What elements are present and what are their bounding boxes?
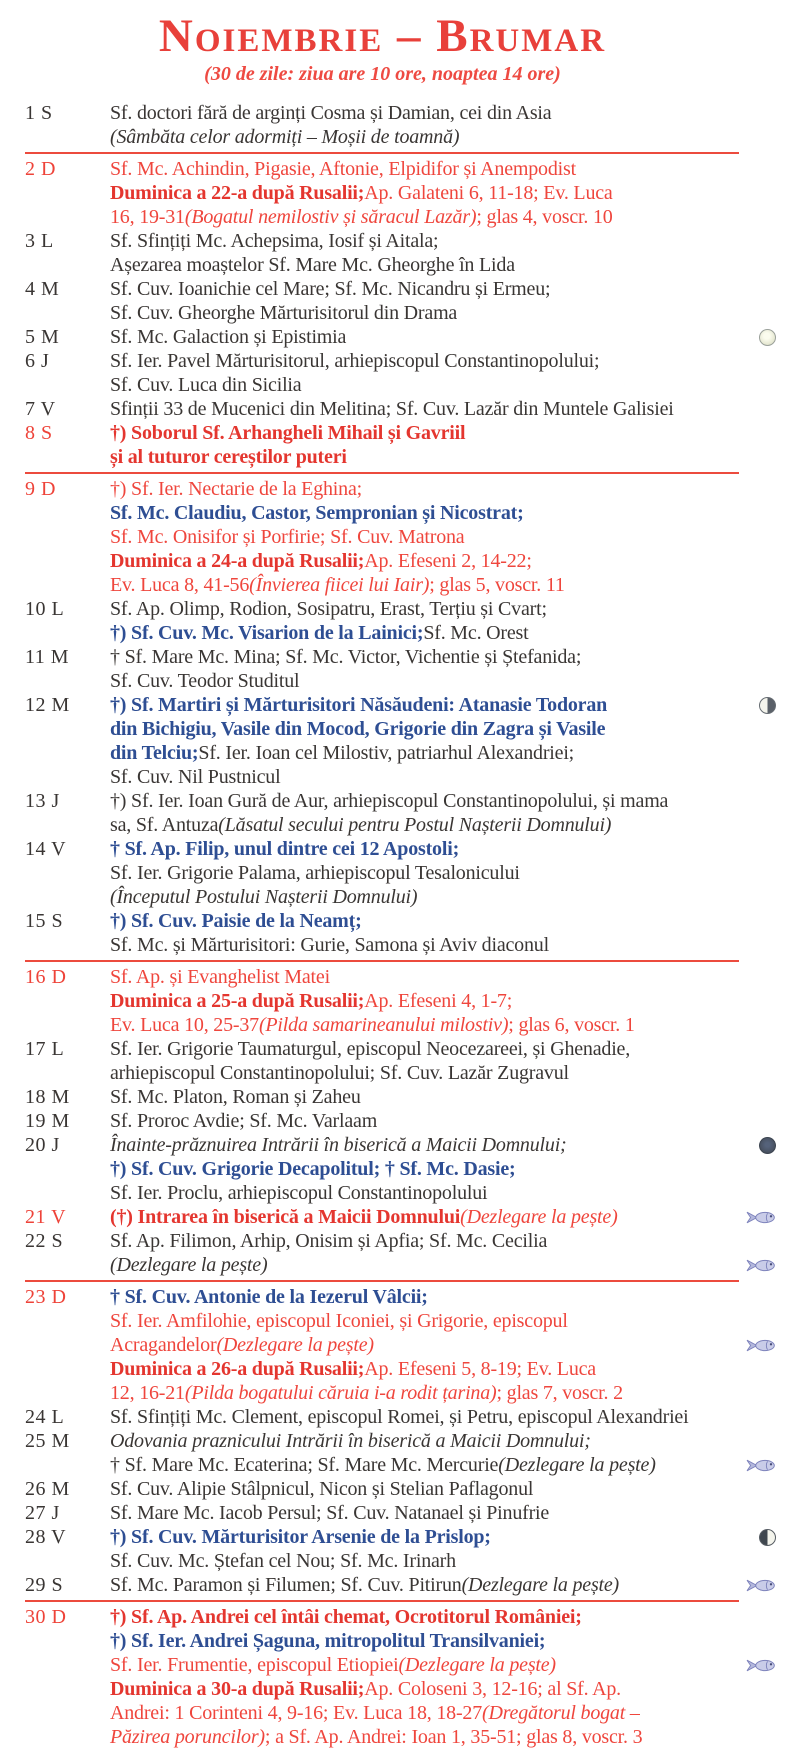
day-entries: [110, 1285, 778, 1405]
day-label: 22 S: [25, 1230, 64, 1252]
entry-text: Sf. Mc. Galaction și Epistimia: [110, 326, 347, 348]
day-entry-line: [110, 909, 778, 933]
day-entry-line: [110, 1181, 778, 1205]
calendar-day-row: [25, 693, 778, 789]
day-entries: [110, 397, 778, 421]
day-label: 23 D: [25, 1286, 67, 1308]
day-entry-line: [110, 349, 778, 373]
day-entry-line: [110, 125, 778, 149]
sunday-separator-line: [25, 1280, 739, 1282]
day-entry-line: [110, 1229, 778, 1253]
calendar-day-row: [25, 421, 778, 469]
day-label: 7 V: [25, 398, 56, 420]
entry-text: Odovania praznicului Intrării în biserică a Maicii Domnului;: [110, 1430, 591, 1452]
day-entries: [110, 1229, 778, 1277]
calendar-day-row: [25, 645, 778, 693]
day-entry-line: [110, 1109, 778, 1133]
day-entries: [110, 1477, 778, 1501]
calendar-day-row: [25, 1285, 778, 1405]
day-entries: [110, 101, 778, 149]
day-entry-line: [110, 1629, 778, 1653]
day-entry-line: [110, 157, 778, 181]
day-label: 2 D: [25, 158, 56, 180]
day-label: 3 L: [25, 230, 54, 252]
day-entry-line: [110, 477, 778, 501]
day-entry-line: [110, 1605, 778, 1629]
day-entries: [110, 1429, 778, 1477]
day-entry-line: [110, 1085, 778, 1109]
entry-text: Sf. Mc. Onisifor și Porfirie; Sf. Cuv. Matrona: [110, 526, 465, 548]
entry-text: ; glas 4, voscr. 10: [476, 206, 613, 228]
entry-text: (Dezlegare la pește): [460, 1206, 618, 1228]
entry-text: †) Sf. Ier. Andrei Șaguna, mitropolitul Transilvaniei;: [110, 1630, 546, 1652]
day-entry-line: [110, 325, 778, 349]
sunday-separator-line: [25, 1600, 739, 1602]
day-entries: [110, 1405, 778, 1429]
entry-text: 16, 19-31: [110, 206, 185, 228]
entry-text: Sf. Mc. Platon, Roman și Zaheu: [110, 1086, 361, 1108]
entry-text: ; a Sf. Ap. Andrei: Ioan 1, 35-51; glas 8, voscr. 3: [264, 1726, 643, 1748]
entry-text: Duminica a 30-a după Rusalii;: [110, 1678, 365, 1700]
entry-text: Sf. Cuv. Nil Pustnicul: [110, 766, 281, 788]
page-title: Noiembrie – Brumar: [158, 10, 607, 62]
day-entry-line: [110, 1253, 778, 1277]
calendar-day-row: [25, 229, 778, 277]
full-moon-icon: [759, 329, 778, 346]
calendar-day-row: [25, 277, 778, 325]
day-entries: [110, 909, 778, 957]
entry-text: Sf. Cuv. Alipie Stâlpnicul, Nicon și Stelian Paflagonul: [110, 1478, 534, 1500]
day-entries: [110, 789, 778, 837]
entry-text: (†) Intrarea în biserică a Maicii Domnului: [110, 1206, 461, 1228]
day-entry-line: [110, 1677, 778, 1701]
day-entry-line: [110, 989, 778, 1013]
day-label: 20 J: [25, 1134, 60, 1156]
entry-text: sa, Sf. Antuza: [110, 814, 219, 836]
entry-text: Ap. Efeseni 2, 14-22;: [364, 550, 532, 572]
calendar-day-row: [25, 157, 778, 229]
day-entries: [110, 1109, 778, 1133]
calendar-day-row: [25, 1477, 778, 1501]
day-label: 18 M: [25, 1086, 70, 1108]
calendar-day-row: [25, 349, 778, 397]
day-entries: [110, 837, 778, 909]
day-entry-line: [110, 1013, 778, 1037]
day-entries: [110, 1037, 778, 1085]
day-label: 11 M: [25, 646, 70, 668]
day-entry-line: [110, 1061, 778, 1085]
entry-text: Sf. Cuv. Teodor Studitul: [110, 670, 300, 692]
entry-text: Sf. Ier. Proclu, arhiepiscopul Constantinopolului: [110, 1182, 488, 1204]
day-entry-line: [110, 1205, 778, 1229]
entry-text: arhiepiscopul Constantinopolului; Sf. Cuv. Lazăr Zugravul: [110, 1062, 569, 1084]
day-label: 10 L: [25, 598, 65, 620]
entry-text: (Învierea fiicei lui Iair): [249, 574, 430, 596]
entry-text: Sf. Mc. Claudiu, Castor, Sempronian și Nicostrat;: [110, 502, 524, 524]
entry-text: Sf. Ier. Grigorie Palama, arhiepiscopul Tesalonicului: [110, 862, 520, 884]
entry-text: Duminica a 25-a după Rusalii;: [110, 990, 365, 1012]
entry-text: și al tuturor cereștilor puteri: [110, 446, 347, 468]
entry-text: (Lăsatul secului pentru Postul Nașterii Domnului): [218, 814, 612, 836]
day-entry-line: [110, 445, 778, 469]
entry-text: ; glas 6, voscr. 1: [508, 1014, 635, 1036]
day-label: 21 V: [25, 1206, 67, 1228]
calendar-day-row: [25, 909, 778, 957]
day-label: 19 M: [25, 1110, 70, 1132]
entry-text: Sf. Ap. Olimp, Rodion, Sosipatru, Erast, Terțiu și Cvart;: [110, 598, 547, 620]
entry-text: din Telciu;: [110, 742, 199, 764]
sunday-separator-line: [25, 472, 739, 474]
entry-text: (Dezlegare la pește): [110, 1254, 268, 1276]
day-entries: [110, 1205, 778, 1229]
day-entry-line: [110, 301, 778, 325]
entry-text: Sf. Ier. Ioan cel Milostiv, patriarhul Alexandriei;: [198, 742, 575, 764]
day-entries: [110, 1605, 778, 1749]
day-entry-line: [110, 1453, 778, 1477]
day-entries: [110, 965, 778, 1037]
day-entry-line: [110, 1285, 778, 1309]
calendar-day-row: [25, 1229, 778, 1277]
day-entry-line: [110, 229, 778, 253]
calendar-day-row: [25, 101, 778, 149]
day-entry-line: [110, 837, 778, 861]
day-entry-line: [110, 1133, 778, 1157]
day-entry-line: [110, 597, 778, 621]
day-entry-line: [110, 717, 778, 741]
day-label: 9 D: [25, 478, 56, 500]
day-entry-line: [110, 789, 778, 813]
entry-text: Acragandelor: [110, 1334, 217, 1356]
entry-text: (Dezlegare la pește): [216, 1334, 374, 1356]
day-entries: [110, 693, 778, 789]
calendar-day-row: [25, 597, 778, 645]
day-label: 14 V: [25, 838, 67, 860]
entry-text: Sf. Cuv. Ioanichie cel Mare; Sf. Mc. Nicandru și Ermeu;: [110, 278, 551, 300]
entry-text: ; glas 5, voscr. 11: [429, 574, 565, 596]
entry-text: † Sf. Mare Mc. Ecaterina; Sf. Mare Mc. Mercurie: [110, 1454, 499, 1476]
day-entries: [110, 477, 778, 597]
fish-icon: [746, 1579, 778, 1592]
entry-text: Sf. Ier. Frumentie, episcopul Etiopiei: [110, 1654, 399, 1676]
calendar-day-row: [25, 965, 778, 1037]
entry-text: Sf. Sfințiți Mc. Clement, episcopul Romei, și Petru, episcopul Alexandriei: [110, 1406, 689, 1428]
entry-text: Sf. doctori fără de arginți Cosma și Damian, cei din Asia: [110, 102, 552, 124]
page-subtitle: (30 de zile: ziua are 10 ore, noaptea 14 ore): [204, 63, 561, 85]
day-entry-line: [110, 501, 778, 525]
day-entry-line: [110, 1333, 778, 1357]
calendar-day-row: [25, 1429, 778, 1477]
day-entries: [110, 229, 778, 277]
calendar-day-row: [25, 1133, 778, 1205]
day-label: 16 D: [25, 966, 67, 988]
entry-text: Ap. Efeseni 5, 8-19; Ev. Luca: [364, 1358, 596, 1380]
calendar-day-row: [25, 1085, 778, 1109]
day-label: 30 D: [25, 1606, 67, 1628]
day-entry-line: [110, 1405, 778, 1429]
entry-text: †) Sf. Cuv. Mc. Visarion de la Lainici;: [110, 622, 424, 644]
day-entries: [110, 1501, 778, 1525]
day-entry-line: [110, 1725, 778, 1749]
entry-text: †) Sf. Ier. Ioan Gură de Aur, arhiepiscopul Constantinopolului, și mama: [110, 790, 669, 812]
new-moon-icon: [759, 1137, 778, 1154]
day-entry-line: [110, 373, 778, 397]
day-entries: [110, 645, 778, 693]
entry-text: Sf. Ap. și Evanghelist Matei: [110, 966, 330, 988]
calendar-day-row: [25, 1605, 778, 1749]
day-entry-line: [110, 573, 778, 597]
entry-text: Păzirea poruncilor): [110, 1726, 265, 1748]
day-entry-line: [110, 1357, 778, 1381]
day-entries: [110, 349, 778, 397]
day-entry-line: [110, 253, 778, 277]
day-entry-line: [110, 1573, 778, 1597]
day-entry-line: [110, 181, 778, 205]
fish-icon: [746, 1259, 778, 1272]
day-entry-line: [110, 965, 778, 989]
entry-text: Ap. Efeseni 4, 1-7;: [364, 990, 513, 1012]
entry-text: Sf. Mc. și Mărturisitori: Gurie, Samona și Aviv diaconul: [110, 934, 549, 956]
day-entries: [110, 1085, 778, 1109]
day-entries: [110, 1573, 778, 1597]
calendar-day-row: [25, 789, 778, 837]
day-entries: [110, 1133, 778, 1205]
day-label: 24 L: [25, 1406, 65, 1428]
entry-text: †) Sf. Cuv. Grigorie Decapolitul; † Sf. Mc. Dasie;: [110, 1158, 516, 1180]
day-entries: [110, 421, 778, 469]
first-quarter-moon-icon: [759, 1529, 778, 1546]
day-label: 28 V: [25, 1526, 67, 1548]
day-entry-line: [110, 861, 778, 885]
day-entry-line: [110, 549, 778, 573]
entry-text: Sf. Cuv. Gheorghe Mărturisitorul din Drama: [110, 302, 458, 324]
entry-text: ; glas 7, voscr. 2: [496, 1382, 623, 1404]
fish-icon: [746, 1211, 778, 1224]
entry-text: Duminica a 24-a după Rusalii;: [110, 550, 365, 572]
entry-text: (Dregătorul bogat –: [482, 1702, 640, 1724]
entry-text: (Începutul Postului Nașterii Domnului): [110, 886, 418, 908]
day-entry-line: [110, 525, 778, 549]
day-label: 15 S: [25, 910, 64, 932]
entry-text: Sf. Ier. Amfilohie, episcopul Iconiei, și Grigorie, episcopul: [110, 1310, 568, 1332]
entry-text: (Dezlegare la pește): [498, 1454, 656, 1476]
entry-text: (Pilda bogatului căruia i-a rodit țarina): [184, 1382, 497, 1404]
calendar-day-row: [25, 1109, 778, 1133]
day-entries: [110, 157, 778, 229]
calendar-day-row: [25, 1525, 778, 1573]
day-entry-line: [110, 1381, 778, 1405]
day-entry-line: [110, 1653, 778, 1677]
day-entry-line: [110, 765, 778, 789]
entry-text: Sf. Sfințiți Mc. Achepsima, Iosif și Aitala;: [110, 230, 439, 252]
entry-text: (Bogatul nemilostiv și săracul Lazăr): [184, 206, 477, 228]
day-entry-line: [110, 205, 778, 229]
day-label: 1 S: [25, 102, 53, 124]
entry-text: Sf. Mc. Achindin, Pigasie, Aftonie, Elpidifor și Anempodist: [110, 158, 576, 180]
entry-text: Duminica a 22-a după Rusalii;: [110, 182, 365, 204]
day-label: 25 M: [25, 1430, 70, 1452]
entry-text: Ev. Luca 10, 25-37: [110, 1014, 259, 1036]
day-entry-line: [110, 397, 778, 421]
entry-text: (Sâmbăta celor adormiți – Moșii de toamnă): [110, 126, 460, 148]
day-entry-line: [110, 1525, 778, 1549]
day-label: 12 M: [25, 694, 70, 716]
day-entry-line: [110, 1157, 778, 1181]
entry-text: Andrei: 1 Corinteni 4, 9-16; Ev. Luca 18, 18-27: [110, 1702, 483, 1724]
day-label: 29 S: [25, 1574, 64, 1596]
entry-text: (Pilda samarineanului milostiv): [258, 1014, 509, 1036]
day-label: 4 M: [25, 278, 60, 300]
day-entry-line: [110, 693, 778, 717]
day-entry-line: [110, 933, 778, 957]
day-label: 5 M: [25, 326, 60, 348]
calendar-day-row: [25, 477, 778, 597]
entry-text: Sf. Mc. Paramon și Filumen; Sf. Cuv. Pitirun: [110, 1574, 462, 1596]
day-entry-line: [110, 1549, 778, 1573]
day-entry-line: [110, 813, 778, 837]
entry-text: Duminica a 26-a după Rusalii;: [110, 1358, 365, 1380]
day-entry-line: [110, 101, 778, 125]
entry-text: Ev. Luca 8, 41-56: [110, 574, 250, 596]
calendar-day-list: [25, 101, 778, 1749]
day-entry-line: [110, 645, 778, 669]
fish-icon: [746, 1659, 778, 1672]
day-entries: [110, 597, 778, 645]
day-entry-line: [110, 1037, 778, 1061]
day-entry-line: [110, 421, 778, 445]
entry-text: Sf. Cuv. Luca din Sicilia: [110, 374, 302, 396]
calendar-day-row: [25, 837, 778, 909]
day-entry-line: [110, 1701, 778, 1725]
entry-text: †) Sf. Ier. Nectarie de la Eghina;: [110, 478, 362, 500]
entry-text: Sf. Proroc Avdie; Sf. Mc. Varlaam: [110, 1110, 378, 1132]
calendar-day-row: [25, 397, 778, 421]
entry-text: †) Sf. Ap. Andrei cel întâi chemat, Ocrotitorul României;: [110, 1606, 582, 1628]
last-quarter-moon-icon: [759, 697, 778, 714]
entry-text: Sf. Mc. Orest: [423, 622, 529, 644]
entry-text: †) Sf. Cuv. Paisie de la Neamț;: [110, 910, 362, 932]
day-entry-line: [110, 277, 778, 301]
entry-text: Sf. Mare Mc. Iacob Persul; Sf. Cuv. Natanael și Pinufrie: [110, 1502, 550, 1524]
day-label: 8 S: [25, 422, 53, 444]
day-entry-line: [110, 1429, 778, 1453]
day-entries: [110, 1525, 778, 1573]
day-entry-line: [110, 669, 778, 693]
entry-text: Sf. Ap. Filimon, Arhip, Onisim și Apfia; Sf. Mc. Cecilia: [110, 1230, 548, 1252]
calendar-day-row: [25, 325, 778, 349]
sunday-separator-line: [25, 152, 739, 154]
entry-text: †) Sf. Martiri și Mărturisitori Năsăudeni: Atanasie Todoran: [110, 694, 608, 716]
entry-text: Sfinții 33 de Mucenici din Melitina; Sf. Cuv. Lazăr din Muntele Galisiei: [110, 398, 674, 420]
calendar-day-row: [25, 1205, 778, 1229]
day-entry-line: [110, 741, 778, 765]
entry-text: Ap. Coloseni 3, 12-16; al Sf. Ap.: [364, 1678, 621, 1700]
entry-text: † Sf. Mare Mc. Mina; Sf. Mc. Victor, Vichentie și Ștefanida;: [110, 646, 582, 668]
entry-text: (Dezlegare la pește): [398, 1654, 556, 1676]
entry-text: (Dezlegare la pește): [461, 1574, 620, 1596]
fish-icon: [746, 1339, 778, 1352]
entry-text: Așezarea moaștelor Sf. Mare Mc. Gheorghe în Lida: [110, 254, 515, 276]
calendar-day-row: [25, 1573, 778, 1597]
entry-text: †) Soborul Sf. Arhangheli Mihail și Gavriil: [110, 422, 466, 444]
day-label: 27 J: [25, 1502, 60, 1524]
day-label: 26 M: [25, 1478, 70, 1500]
day-entries: [110, 277, 778, 325]
entry-text: din Bichigiu, Vasile din Mocod, Grigorie din Zagra și Vasile: [110, 718, 606, 740]
day-entry-line: [110, 1309, 778, 1333]
entry-text: †) Sf. Cuv. Mărturisitor Arsenie de la Prislop;: [110, 1526, 491, 1548]
entry-text: Înainte-prăznuirea Intrării în biserică a Maicii Domnului;: [110, 1134, 567, 1156]
entry-text: Ap. Galateni 6, 11-18; Ev. Luca: [364, 182, 613, 204]
entry-text: † Sf. Ap. Filip, unul dintre cei 12 Apostoli;: [110, 838, 460, 860]
entry-text: Sf. Cuv. Mc. Ștefan cel Nou; Sf. Mc. Irinarh: [110, 1550, 456, 1572]
day-entry-line: [110, 621, 778, 645]
day-label: 13 J: [25, 790, 60, 812]
day-entry-line: [110, 1501, 778, 1525]
calendar-day-row: [25, 1501, 778, 1525]
calendar-day-row: [25, 1037, 778, 1085]
entry-text: Sf. Ier. Pavel Mărturisitorul, arhiepiscopul Constantinopolului;: [110, 350, 600, 372]
entry-text: Sf. Ier. Grigorie Taumaturgul, episcopul Neocezareei, și Ghenadie,: [110, 1038, 631, 1060]
day-entry-line: [110, 885, 778, 909]
entry-text: 12, 16-21: [110, 1382, 185, 1404]
calendar-day-row: [25, 1405, 778, 1429]
day-label: 17 L: [25, 1038, 65, 1060]
fish-icon: [746, 1459, 778, 1472]
day-entry-line: [110, 1477, 778, 1501]
sunday-separator-line: [25, 960, 739, 962]
day-entries: [110, 325, 778, 349]
entry-text: † Sf. Cuv. Antonie de la Iezerul Vâlcii;: [110, 1286, 428, 1308]
day-label: 6 J: [25, 350, 50, 372]
